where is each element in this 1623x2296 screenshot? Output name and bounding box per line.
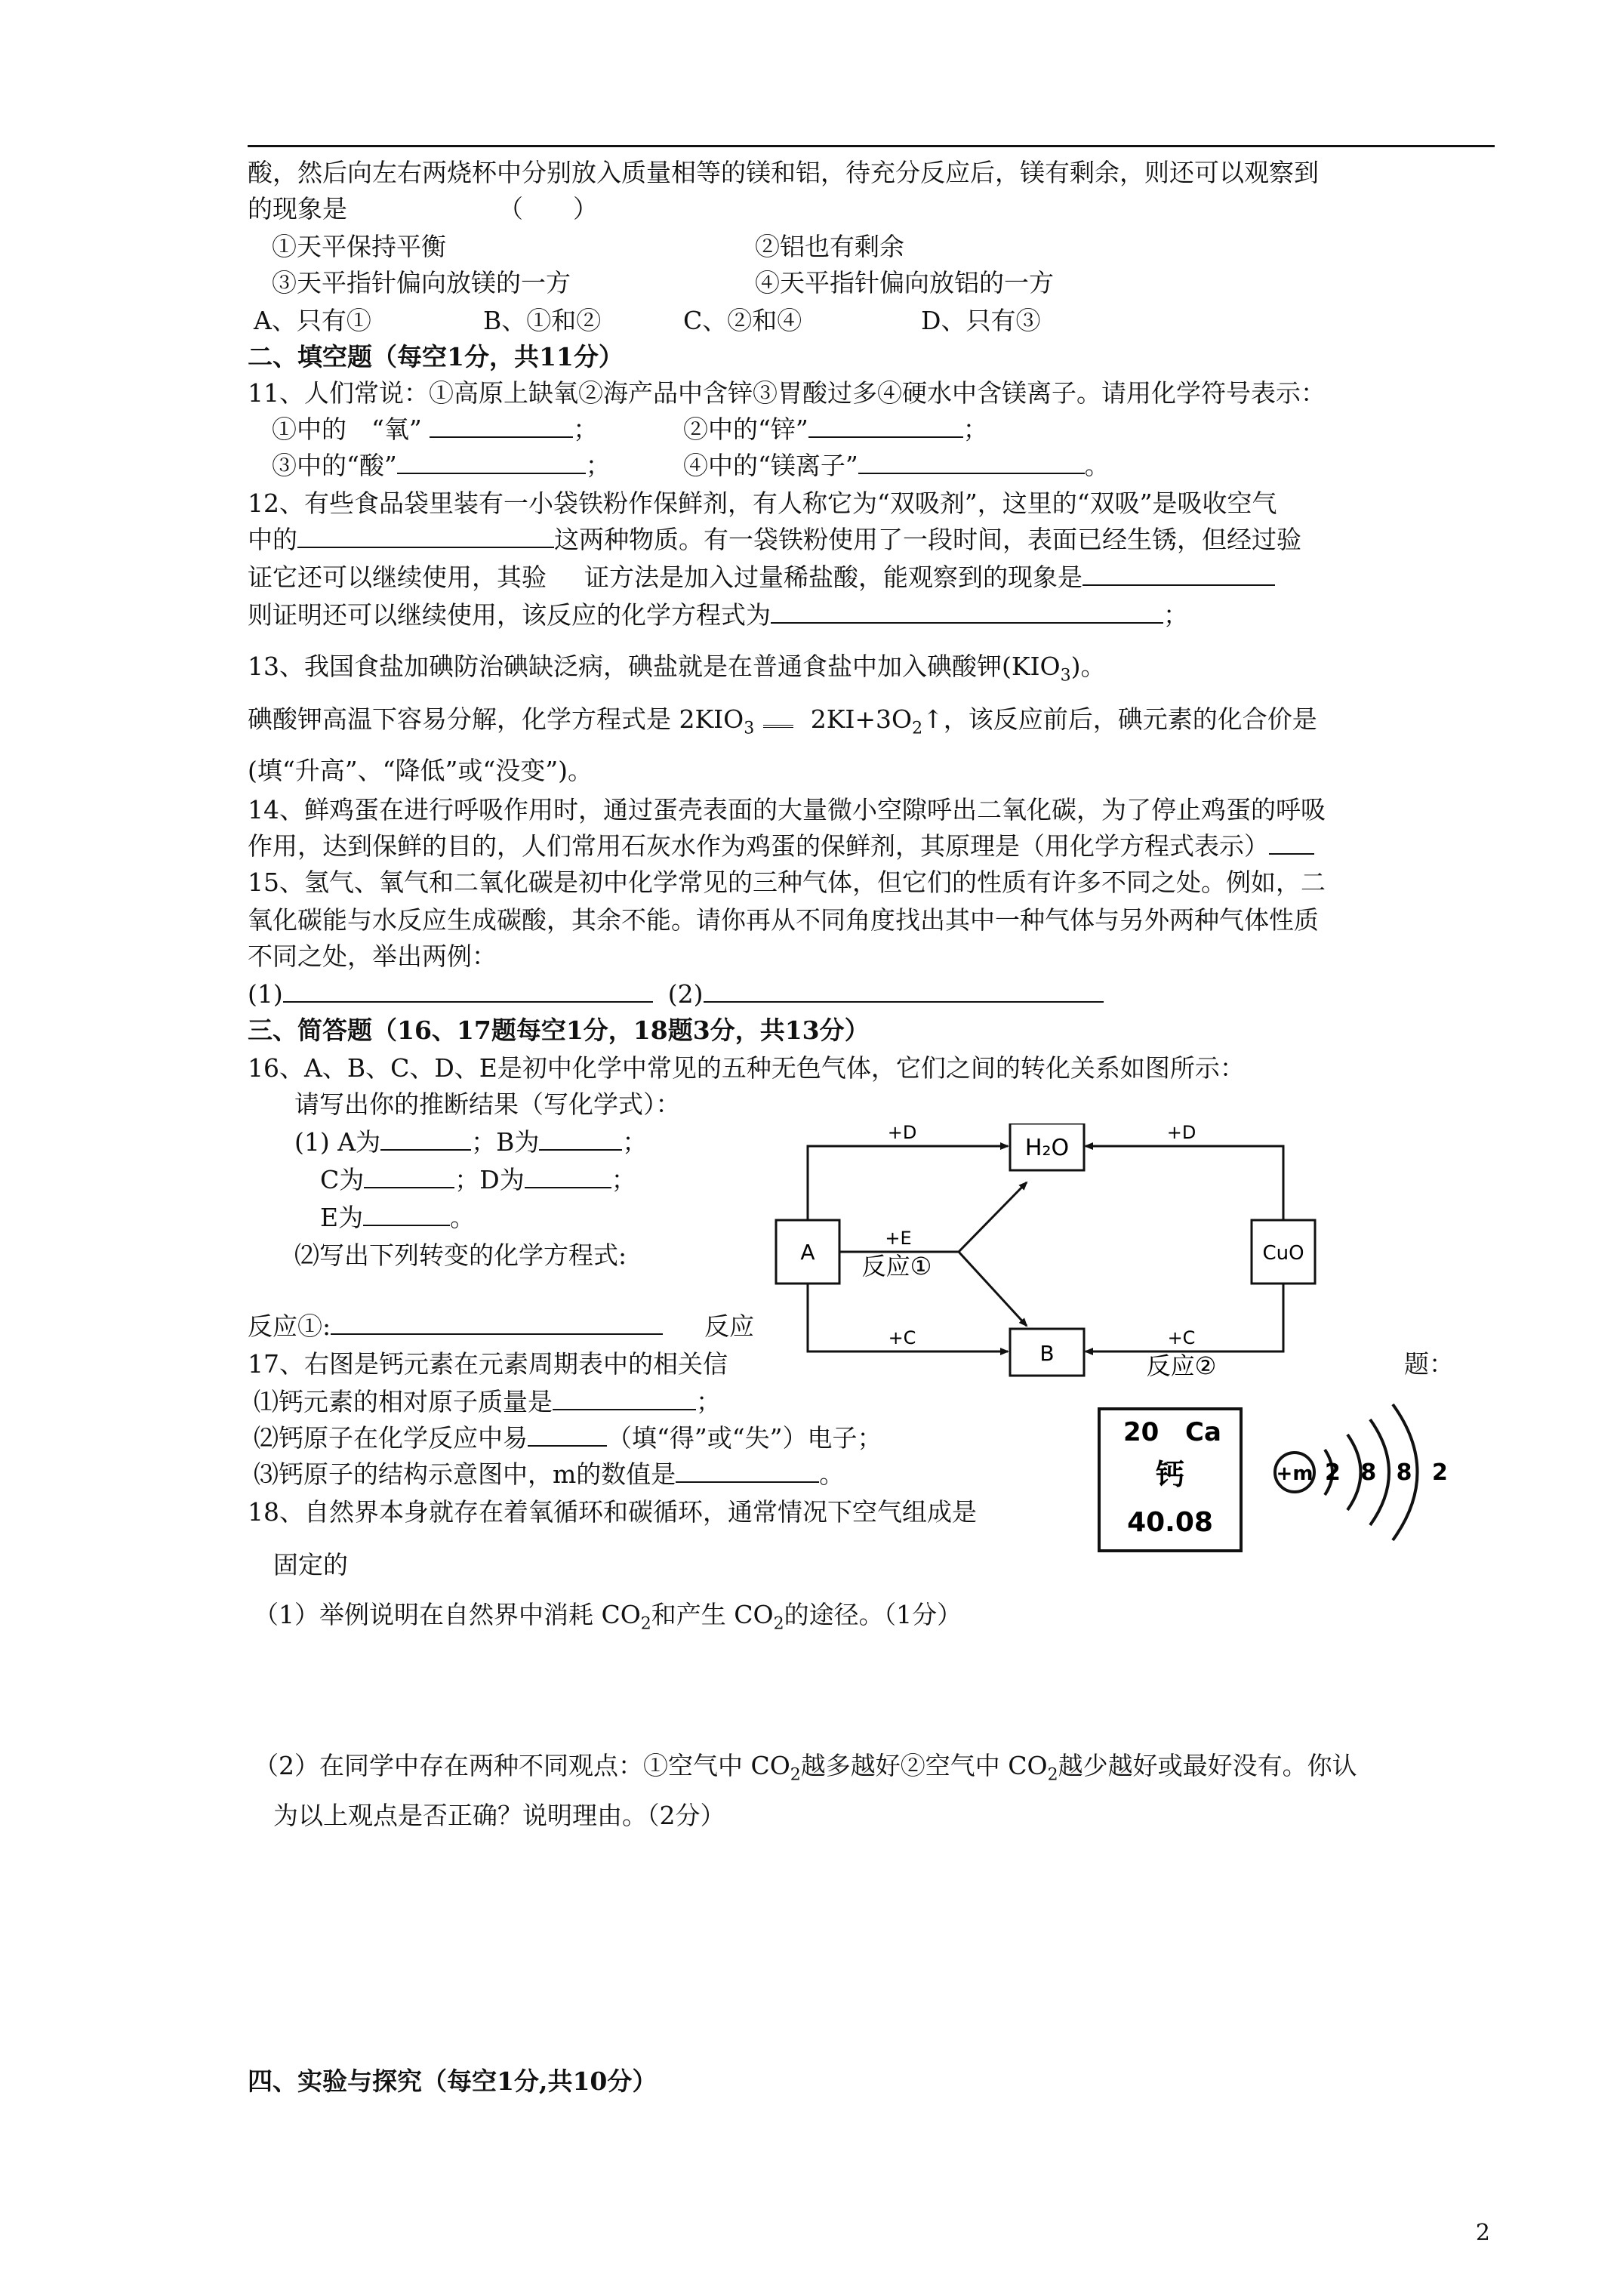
q11-c-label: ③中的“酸” xyxy=(272,451,397,480)
label-top-left-d: +D xyxy=(887,1123,917,1143)
label-bottom-left-c: +C xyxy=(888,1327,916,1348)
q16-cd xyxy=(320,1164,636,1196)
q11-a xyxy=(272,414,598,445)
q18-p1c: 的途径。（1分） xyxy=(784,1600,962,1629)
q17-c-text: ⑶钙原子的结构示意图中，m的数值是 xyxy=(254,1459,676,1489)
q13-line2c: ↑，该反应前后，碘元素的化合价是 xyxy=(922,704,1317,734)
q13-equals-sign xyxy=(763,704,793,728)
q18-line1: 18、自然界本身就存在着氧循环和碳循环，通常情况下空气组成是 xyxy=(248,1497,977,1527)
q17-b-blank[interactable] xyxy=(528,1422,607,1447)
q16-d-semi: ； xyxy=(611,1165,636,1194)
q10-line2 xyxy=(248,193,598,225)
q18-p1-sub1: 2 xyxy=(640,1614,651,1634)
q14-line2-text: 作用，达到保鲜的目的，人们常用石灰水作为鸡蛋的保鲜剂，其原理是（用化学方程式表示） xyxy=(248,831,1269,861)
q12-line3a: 证它还可以继续使用，其验 xyxy=(248,562,547,592)
label-reaction-2: 反应② xyxy=(1146,1351,1217,1380)
box-cuo-label: CuO xyxy=(1262,1242,1304,1265)
q11-d-end: 。 xyxy=(1084,451,1110,480)
q16-ask: 请写出你的推断结果（写化学式）： xyxy=(294,1089,681,1119)
q15-p1-label: (1) xyxy=(248,979,283,1009)
box-b-label: B xyxy=(1039,1341,1055,1366)
q13-line3: (填“升高”、“降低”或“没变”)。 xyxy=(248,756,593,785)
q11-a-label: ①中的 “氧” xyxy=(272,415,422,444)
q13-line2 xyxy=(248,704,1317,745)
label-plus-e: +E xyxy=(885,1228,912,1249)
q13-line2-sub2: 2 xyxy=(912,719,923,738)
q16-ab xyxy=(294,1126,647,1158)
q16-eq-ask: ⑵写出下列转变的化学方程式: xyxy=(294,1240,627,1270)
section-2-title: 二、填空题（每空1分，共11分） xyxy=(248,342,624,371)
q10-choice-b: B、①和② xyxy=(483,306,602,335)
q14-line2 xyxy=(248,831,1314,862)
q17-c xyxy=(254,1459,844,1490)
label-top-right-d: +D xyxy=(1166,1123,1196,1143)
q16-r1-blank[interactable] xyxy=(331,1311,663,1335)
q17-stem-end: 题： xyxy=(1404,1349,1454,1379)
q15-blank-1[interactable] xyxy=(283,978,653,1003)
q18-part2 xyxy=(254,1750,1357,1792)
q11-c-semi: ； xyxy=(585,451,611,480)
q14-line1: 14、鲜鸡蛋在进行呼吸作用时，通过蛋壳表面的大量微小空隙呼出二氧化碳，为了停止鸡蛋的呼吸 xyxy=(248,795,1326,824)
q16-b-semi: ； xyxy=(622,1127,648,1157)
q18-p1-sub2: 2 xyxy=(773,1614,784,1634)
q11-b-label: ②中的“锌” xyxy=(683,415,808,444)
q16-c-blank[interactable] xyxy=(364,1164,454,1188)
q14-blank[interactable] xyxy=(1269,831,1314,855)
q18-p2a: （2）在同学中存在两种不同观点：①空气中 CO xyxy=(254,1751,790,1780)
q11-stem: 11、人们常说：①高原上缺氧②海产品中含锌③胃酸过多④硬水中含镁离子。请用化学符号表示： xyxy=(248,378,1326,408)
element-symbol: Ca xyxy=(1185,1417,1221,1447)
box-h2o-label: H₂O xyxy=(1024,1135,1070,1161)
q13-line2b: 2KI+3O xyxy=(802,704,913,734)
nucleus-label: +m xyxy=(1276,1462,1313,1485)
q11-a-blank[interactable] xyxy=(430,414,573,438)
q18-p2c: 越少越好或最好没有。你认 xyxy=(1058,1751,1357,1780)
q10-option-1: ①天平保持平衡 xyxy=(272,232,446,261)
box-a-label: A xyxy=(800,1240,815,1265)
q12-line2b: 这两种物质。有一袋铁粉使用了一段时间，表面已经生锈，但经过验 xyxy=(554,525,1301,554)
q15-answers xyxy=(248,978,1104,1010)
q18-p2-sub1: 2 xyxy=(790,1765,801,1785)
q13-line1-end: )。 xyxy=(1070,652,1106,681)
page-number: 2 xyxy=(1475,2220,1490,2246)
q11-d xyxy=(683,450,1110,482)
q11-c-blank[interactable] xyxy=(397,450,586,474)
q18-p2-sub2: 2 xyxy=(1047,1765,1058,1785)
q17-stem: 17、右图是钙元素在元素周期表中的相关信 xyxy=(248,1349,728,1379)
q11-d-label: ④中的“镁离子” xyxy=(683,451,858,480)
q12-line3b: 证方法是加入过量稀盐酸，能观察到的现象是 xyxy=(584,562,1083,592)
q11-a-semi: ； xyxy=(573,415,599,444)
q16-e-label: E为 xyxy=(320,1203,364,1232)
q12-line4b: ； xyxy=(1163,600,1188,630)
q18-part1 xyxy=(254,1599,962,1641)
q12-line2a: 中的 xyxy=(248,525,297,554)
q13-line2-sub1: 3 xyxy=(744,719,755,738)
q10-bracket: （ ） xyxy=(498,194,598,223)
header-rule xyxy=(248,145,1495,147)
q15-line3: 不同之处，举出两例： xyxy=(248,942,497,971)
q11-c xyxy=(272,450,611,482)
q11-d-blank[interactable] xyxy=(858,450,1085,474)
element-number: 20 xyxy=(1123,1417,1160,1447)
q17-b xyxy=(254,1422,882,1454)
q13-line1-text: 13、我国食盐加碘防治碘缺泛病，碘盐就是在普通食盐中加入碘酸钾(KIO xyxy=(248,652,1061,681)
q15-blank-2[interactable] xyxy=(704,978,1104,1003)
q10-option-3: ③天平指针偏向放镁的一方 xyxy=(272,268,571,297)
q13-line2a: 碘酸钾高温下容易分解，化学方程式是 2KIO xyxy=(248,704,744,734)
electron-counts: 2 8 8 2 xyxy=(1325,1459,1454,1486)
q17-a xyxy=(254,1386,721,1418)
element-mass: 40.08 xyxy=(1127,1507,1213,1538)
q17-c-blank[interactable] xyxy=(676,1459,819,1483)
q17-b-end: （填“得”或“失”）电子； xyxy=(607,1423,882,1453)
q11-b-semi: ； xyxy=(962,415,988,444)
q10-option-2: ②铝也有剩余 xyxy=(755,232,904,261)
q12-blank-1[interactable] xyxy=(297,524,554,548)
q16-e-blank[interactable] xyxy=(363,1202,450,1226)
q17-a-blank[interactable] xyxy=(553,1386,696,1410)
q11-b xyxy=(683,414,988,445)
q15-line1: 15、氢气、氧气和二氧化碳是初中化学常见的三种气体，但它们的性质有许多不同之处。例如，二 xyxy=(248,868,1326,897)
conversion-diagram xyxy=(770,1123,1329,1388)
q10-choice-d: D、只有③ xyxy=(921,306,1041,335)
q16-d-blank[interactable] xyxy=(525,1164,611,1188)
section-4-title: 四、实验与探究（每空1分,共10分） xyxy=(248,2066,658,2096)
label-bottom-right-c: +C xyxy=(1167,1327,1196,1348)
label-reaction-1: 反应① xyxy=(861,1252,932,1281)
q16-r1-label: 反应①: xyxy=(248,1311,331,1341)
q18-part2-line2: 为以上观点是否正确？说明理由。（2分） xyxy=(273,1801,725,1830)
q16-b-label: ；B为 xyxy=(471,1127,540,1157)
q18-p1a: （1）举例说明在自然界中消耗 CO xyxy=(254,1600,641,1629)
q17-a-end: ； xyxy=(696,1387,721,1416)
q12-blank-2[interactable] xyxy=(1083,562,1275,586)
q12-line2 xyxy=(248,524,1301,556)
q10-option-4: ④天平指针偏向放铝的一方 xyxy=(755,268,1054,297)
q18-line2: 固定的 xyxy=(273,1550,348,1579)
q16-reactions xyxy=(248,1311,754,1342)
q16-c-label: C为 xyxy=(320,1165,365,1194)
element-name: 钙 xyxy=(1155,1458,1185,1491)
q17-c-end: 。 xyxy=(819,1459,845,1489)
q13-line1 xyxy=(248,651,1105,692)
q18-p1b: 和产生 CO xyxy=(651,1600,774,1629)
q12-line1: 12、有些食品袋里装有一小袋铁粉作保鲜剂，有人称它为“双吸剂”，这里的“双吸”是吸收空气 xyxy=(248,488,1277,518)
q18-p2b: 越多越好②空气中 CO xyxy=(800,1751,1048,1780)
q11-b-blank[interactable] xyxy=(808,414,963,438)
q13-sub: 3 xyxy=(1060,666,1071,686)
q10-line1: 酸，然后向左右两烧杯中分别放入质量相等的镁和铝，待充分反应后，镁有剩余，则还可以观察到 xyxy=(248,158,1319,187)
q10-choice-c: C、②和④ xyxy=(683,306,802,335)
q16-stem: 16、A、B、C、D、E是初中化学中常见的五种无色气体，它们之间的转化关系如图所示： xyxy=(248,1053,1245,1083)
q12-line4a: 则证明还可以继续使用，该反应的化学方程式为 xyxy=(248,600,771,630)
section-3-title: 三、简答题（16、17题每空1分，18题3分，共13分） xyxy=(248,1015,870,1045)
q17-a-text: ⑴钙元素的相对原子质量是 xyxy=(254,1387,553,1416)
q16-a-label: (1) A为 xyxy=(294,1127,381,1157)
q12-blank-3[interactable] xyxy=(771,599,1163,624)
q17-b-text: ⑵钙原子在化学反应中易 xyxy=(254,1423,528,1453)
q15-line2: 氧化碳能与水反应生成碳酸，其余不能。请你再从不同角度找出其中一种气体与另外两种气体性质 xyxy=(248,905,1319,935)
q12-line4 xyxy=(248,599,1188,631)
q16-b-blank[interactable] xyxy=(539,1126,622,1151)
q16-a-blank[interactable] xyxy=(380,1126,471,1151)
q15-p2-label: (2) xyxy=(667,979,704,1009)
q10-choice-a: A、只有① xyxy=(254,306,371,335)
q16-d-label: ；D为 xyxy=(454,1165,525,1194)
q12-line3 xyxy=(248,562,1275,593)
calcium-element-figure xyxy=(1095,1397,1502,1555)
q10-line2-text: 的现象是 xyxy=(248,194,347,223)
q16-r2-label: 反应 xyxy=(704,1311,755,1341)
q16-e-end: 。 xyxy=(450,1203,476,1232)
q16-e xyxy=(320,1202,475,1234)
